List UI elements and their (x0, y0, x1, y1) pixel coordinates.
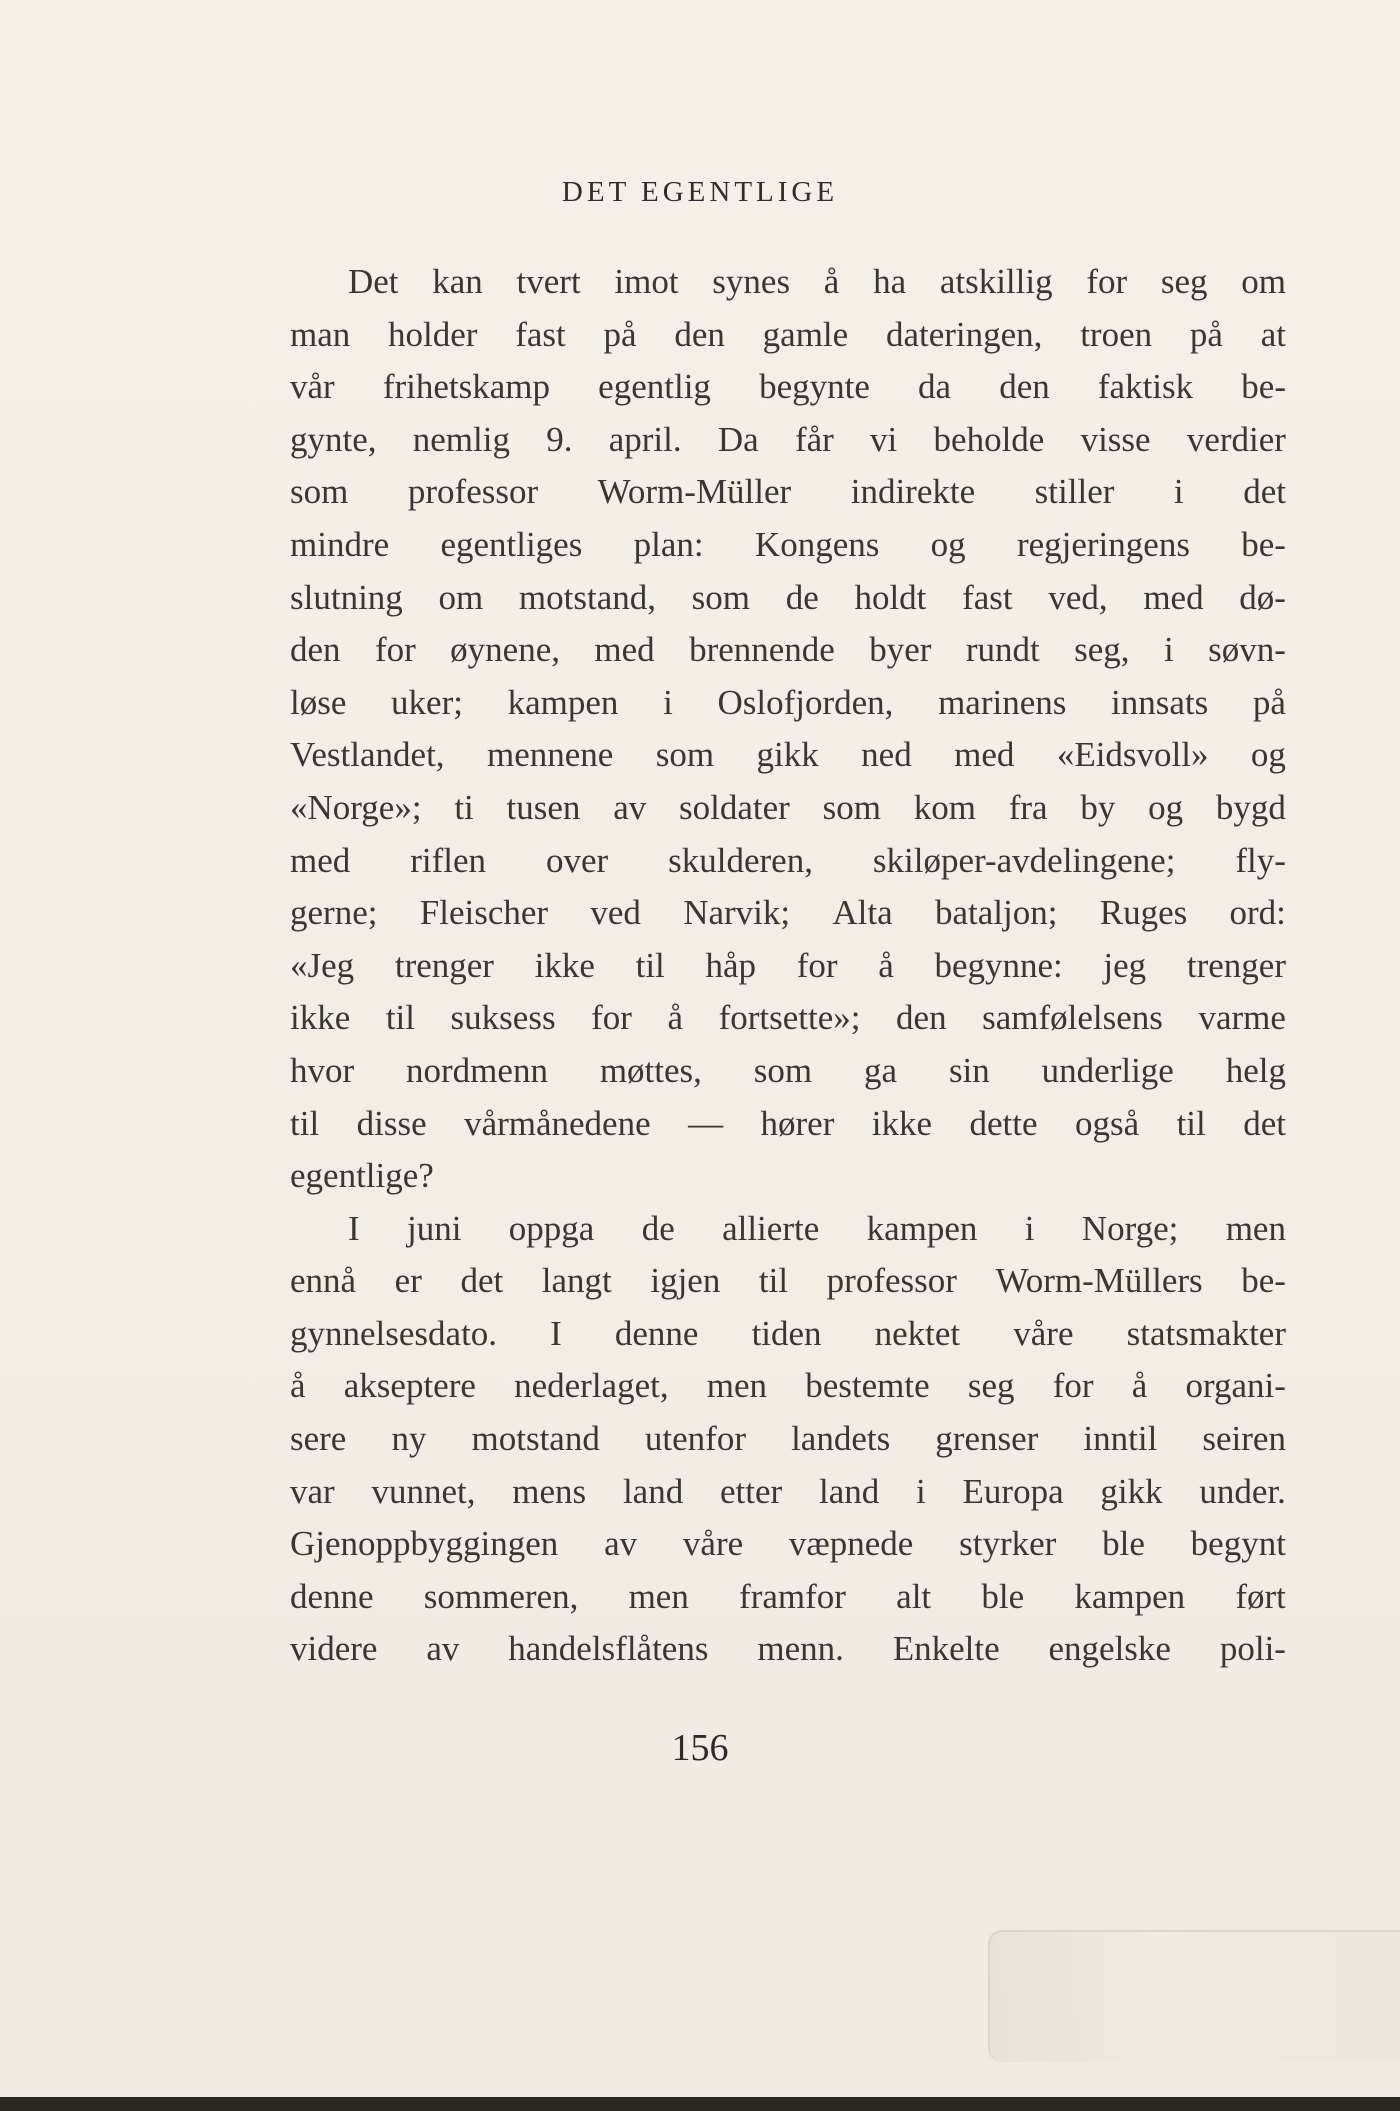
text-line: med riflen over skulderen, skiløper-avdelingene; fly- (290, 840, 1286, 880)
text-line: gynte, nemlig 9. april. Da får vi beholde visse verdier (290, 419, 1286, 459)
text-line: å akseptere nederlaget, men bestemte seg for å organi- (290, 1366, 1286, 1406)
text-line: Gjenoppbyggingen av våre væpnede styrker ble begynt (290, 1524, 1286, 1564)
page-corner-mark (988, 1930, 1400, 2062)
text-line: mindre egentliges plan: Kongens og regjeringens be- (290, 524, 1286, 564)
text-line: løse uker; kampen i Oslofjorden, marinens innsats på (290, 682, 1286, 722)
text-line: vår frihetskamp egentlig begynte da den faktisk be- (290, 367, 1286, 407)
text-line: videre av handelsflåtens menn. Enkelte engelske poli- (290, 1629, 1286, 1669)
text-line: hvor nordmenn møttes, som ga sin underlige helg (290, 1050, 1286, 1090)
text-line: ennå er det langt igjen til professor Worm-Müllers be- (290, 1261, 1286, 1301)
text-line: var vunnet, mens land etter land i Europa gikk under. (290, 1471, 1286, 1511)
text-line: den for øynene, med brennende byer rundt seg, i søvn- (290, 630, 1286, 670)
text-line: ikke til suksess for å fortsette»; den samfølelsens varme (290, 998, 1286, 1038)
text-line: I juni oppga de allierte kampen i Norge; men (348, 1208, 1286, 1248)
text-line: som professor Worm-Müller indirekte stiller i det (290, 472, 1286, 512)
text-line: egentlige? (290, 1156, 434, 1196)
text-line: Vestlandet, mennene som gikk ned med «Eidsvoll» og (290, 735, 1286, 775)
text-line: «Jeg trenger ikke til håp for å begynne: jeg trenger (290, 945, 1286, 985)
text-line: slutning om motstand, som de holdt fast ved, med dø- (290, 577, 1286, 617)
scan-bottom-edge (0, 2097, 1400, 2111)
text-line: denne sommeren, men framfor alt ble kampen ført (290, 1576, 1286, 1616)
text-line: sere ny motstand utenfor landets grenser inntil seiren (290, 1419, 1286, 1459)
text-line: Det kan tvert imot synes å ha atskillig for seg om (348, 262, 1286, 301)
text-line: gerne; Fleischer ved Narvik; Alta bataljon; Ruges ord: (290, 893, 1286, 933)
text-line: «Norge»; ti tusen av soldater som kom fra by og bygd (290, 787, 1286, 827)
text-line: man holder fast på den gamle dateringen, troen på at (290, 314, 1286, 354)
body-text (290, 256, 1286, 1676)
page-number: 156 (671, 1727, 729, 1769)
text-line: til disse vårmånedene — hører ikke dette også til det (290, 1103, 1286, 1143)
running-head: DET EGENTLIGE (561, 176, 839, 208)
text-line: gynnelsesdato. I denne tiden nektet våre statsmakter (290, 1313, 1286, 1353)
